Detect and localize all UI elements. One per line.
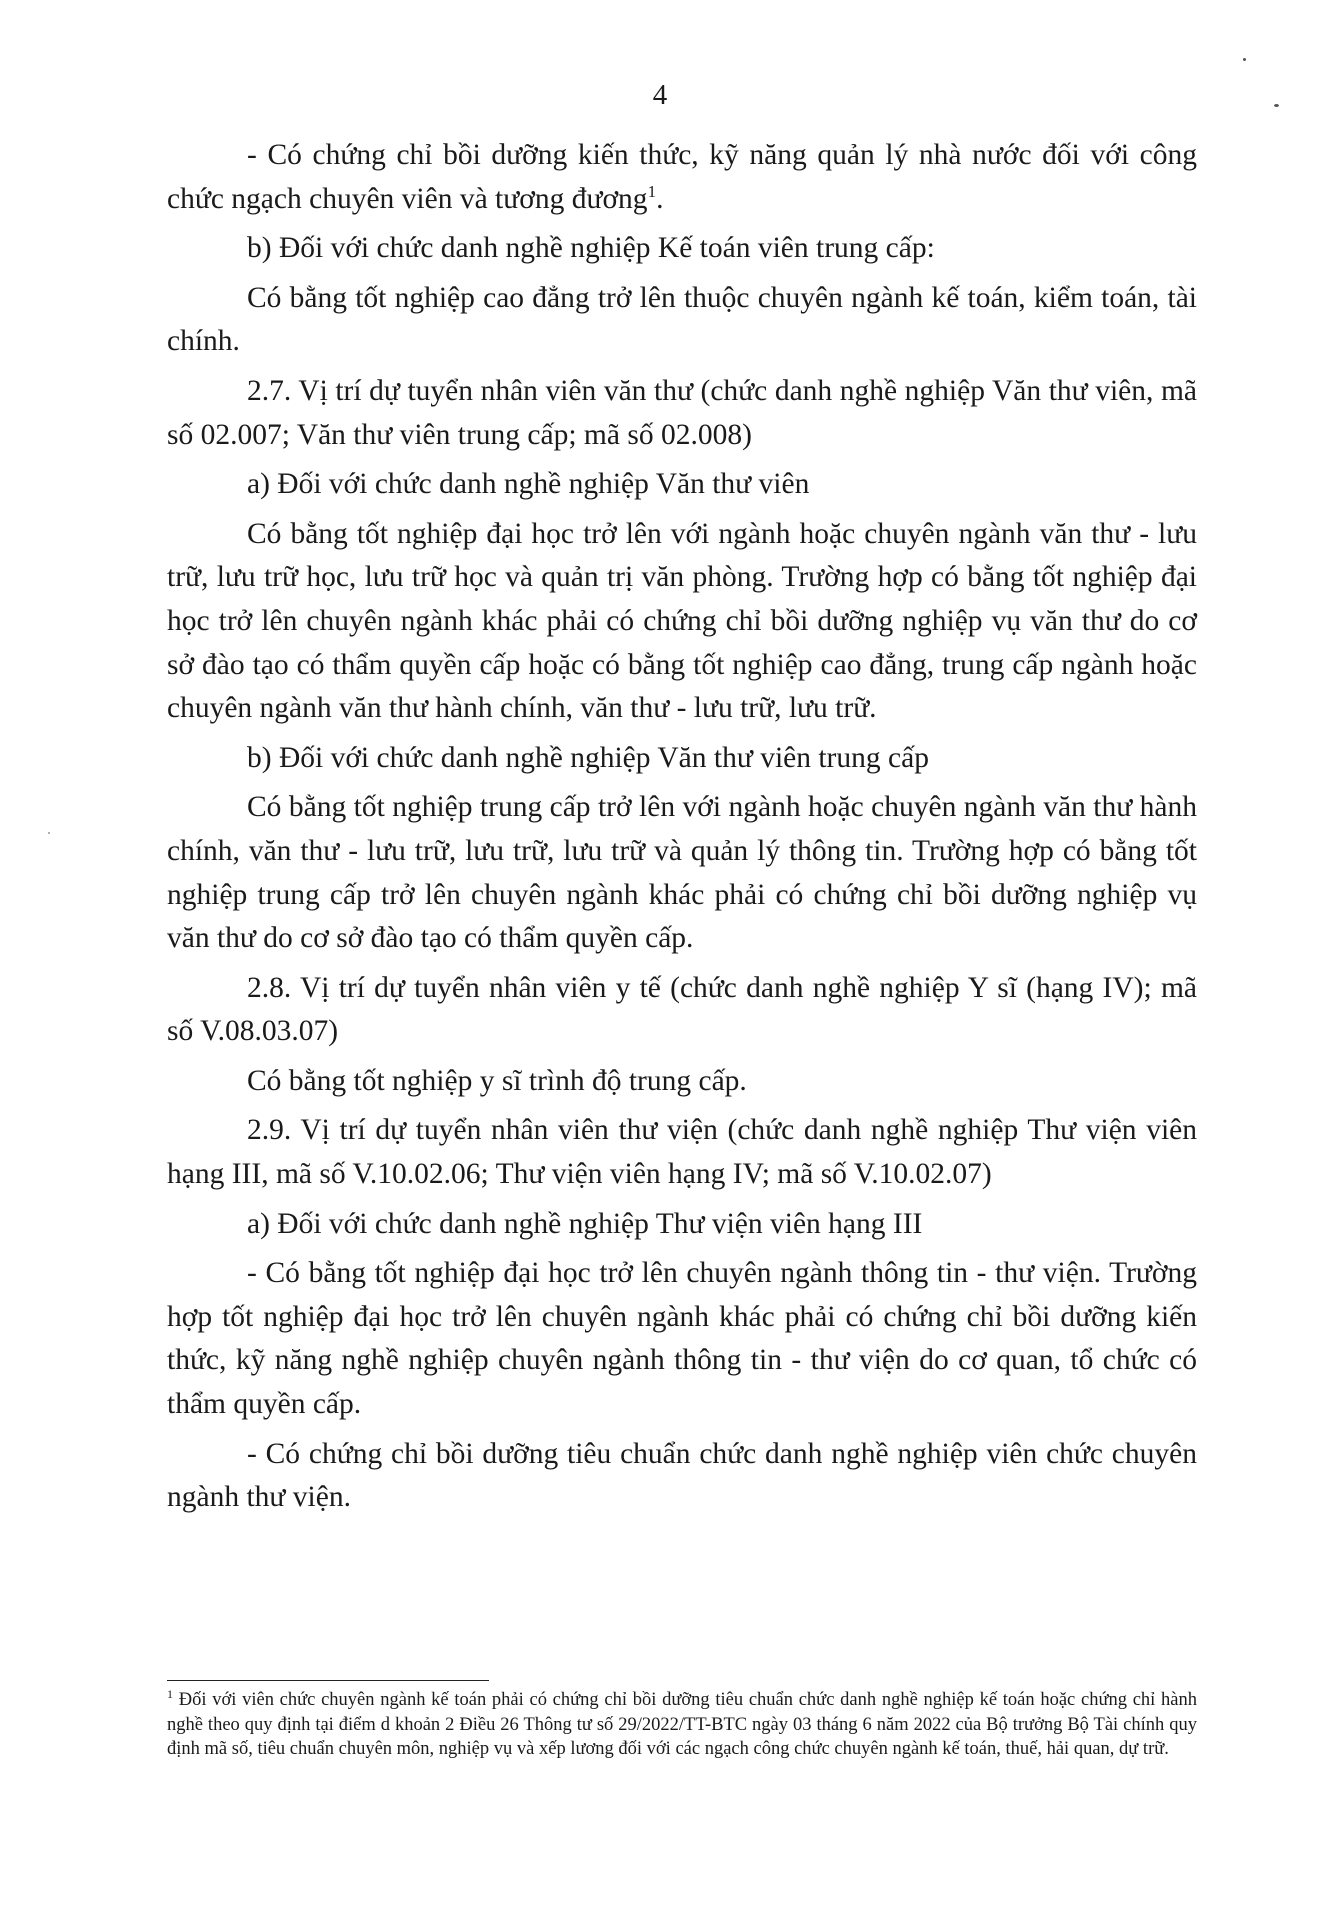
section-heading: 2.7. Vị trí dự tuyển nhân viên văn thư (chức danh nghề nghiệp Văn thư viên, mã số 02.007; Văn thư viên trung cấp; mã số 02.008) — [167, 374, 1197, 451]
footnote-text: Đối với viên chức chuyên ngành kế toán phải có chứng chỉ bồi dưỡng tiêu chuẩn chức danh nghề nghiệp kế toán hoặc chứng chỉ hành nghề theo quy định tại điểm d khoản 2 Điều 26 Thông tư số 29/2022/TT-BTC ngày 03 tháng 6 năm 2022 của Bộ trưởng Bộ Tài chính quy định mã số, tiêu chuẩn chuyên môn, nghiệp vụ và xếp lương đối với các ngạch công chức chuyên ngành kế toán, thuế, hải quan, dự trữ. — [167, 1690, 1197, 1759]
footnote-marker: 1 — [167, 1686, 173, 1701]
paragraph: a) Đối với chức danh nghề nghiệp Văn thư viên — [247, 468, 810, 501]
paragraph: Có bằng tốt nghiệp trung cấp trở lên với ngành hoặc chuyên ngành văn thư hành chính, văn thư - lưu trữ, lưu trữ, lưu trữ và quản lý thông tin. Trường hợp có bằng tốt nghiệp trung cấp trở lên chuyên ngành khác phải có chứng chỉ bồi dưỡng nghiệp vụ văn thư do cơ sở đào tạo có thẩm quyền cấp. — [167, 791, 1197, 955]
section-heading: 2.9. Vị trí dự tuyển nhân viên thư viện (chức danh nghề nghiệp Thư viện viên hạng III, mã số V.10.02.06; Thư viện viên hạng IV; mã số V.10.02.07) — [167, 1114, 1197, 1191]
paragraph: - Có bằng tốt nghiệp đại học trở lên chuyên ngành thông tin - thư viện. Trường hợp tốt nghiệp đại học trở lên chuyên ngành khác phải có chứng chỉ bồi dưỡng kiến thức, kỹ năng nghề nghiệp chuyên ngành thông tin - thư viện do cơ quan, tổ chức có thẩm quyền cấp. — [167, 1257, 1197, 1421]
paragraph: a) Đối với chức danh nghề nghiệp Thư viện viên hạng III — [247, 1207, 923, 1240]
footnote-reference: 1 — [647, 181, 657, 201]
scan-speck — [48, 832, 50, 834]
scan-speck — [1243, 58, 1246, 61]
paragraph: - Có chứng chỉ bồi dưỡng tiêu chuẩn chức danh nghề nghiệp viên chức chuyên ngành thư viện. — [167, 1437, 1197, 1514]
footnote — [167, 1688, 1197, 1762]
paragraph: Có bằng tốt nghiệp đại học trở lên với ngành hoặc chuyên ngành văn thư - lưu trữ, lưu trữ học, lưu trữ học và quản trị văn phòng. Trường hợp có bằng tốt nghiệp đại học trở lên chuyên ngành khác phải có chứng chỉ bồi dưỡng nghiệp vụ văn thư do cơ sở đào tạo có thẩm quyền cấp hoặc có bằng tốt nghiệp cao đẳng, trung cấp ngành hoặc chuyên ngành văn thư hành chính, văn thư - lưu trữ, lưu trữ. — [167, 517, 1197, 725]
scan-speck — [1274, 104, 1279, 107]
paragraph: Có bằng tốt nghiệp y sĩ trình độ trung cấp. — [247, 1064, 747, 1097]
page-number: 4 — [652, 79, 668, 111]
section-heading: 2.8. Vị trí dự tuyển nhân viên y tế (chức danh nghề nghiệp Y sĩ (hạng IV); mã số V.08.03.07) — [167, 971, 1197, 1048]
paragraph: b) Đối với chức danh nghề nghiệp Văn thư viên trung cấp — [247, 741, 929, 774]
paragraph: - Có chứng chỉ bồi dưỡng kiến thức, kỹ năng quản lý nhà nước đối với công chức ngạch chuyên viên và tương đương$^1$. — [167, 139, 1197, 215]
paragraph: Có bằng tốt nghiệp cao đẳng trở lên thuộc chuyên ngành kế toán, kiểm toán, tài chính. — [167, 281, 1197, 358]
paragraph: b) Đối với chức danh nghề nghiệp Kế toán viên trung cấp: — [247, 232, 935, 265]
footnote-separator — [167, 1680, 489, 1681]
document-body — [167, 134, 1197, 1520]
